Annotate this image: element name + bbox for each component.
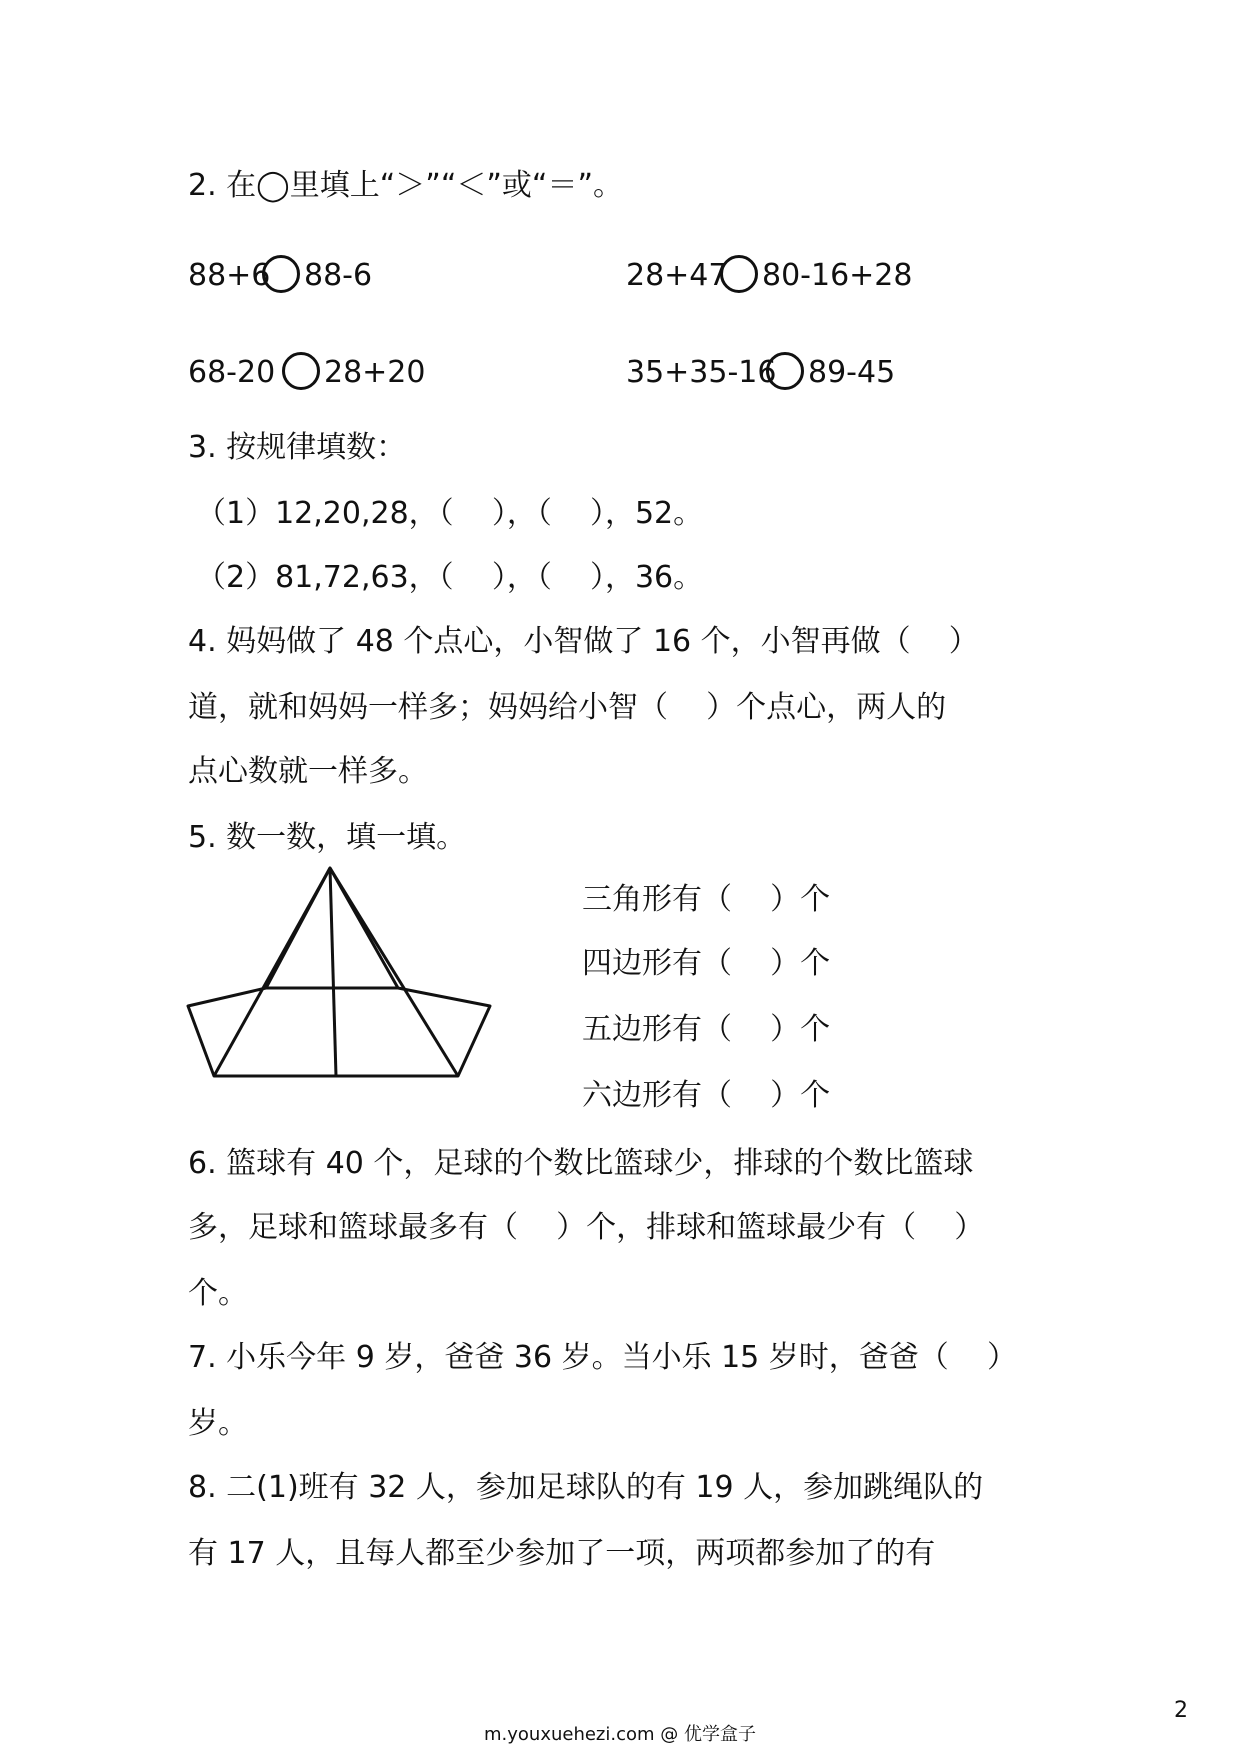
compare-circle[interactable] [262, 255, 300, 293]
q8-line2: 有 17 人，且每人都至少参加了一项，两项都参加了的有 [188, 1536, 936, 1571]
q4-line2: 道，就和妈妈一样多；妈妈给小智（ ）个点心，两人的 [188, 690, 947, 725]
q2-r2a-right: 28+20 [324, 355, 426, 390]
q6-line1: 6. 篮球有 40 个，足球的个数比篮球少，排球的个数比篮球 [188, 1146, 974, 1181]
figure-center-line [330, 868, 336, 1076]
q2-r1b-right: 80-16+28 [762, 258, 913, 293]
footer-watermark: m.youxuehezi.com @ 优学盒子 [483, 1724, 756, 1745]
q5-quadrilateral: 四边形有（ ）个 [582, 946, 831, 981]
q4-line1: 4. 妈妈做了 48 个点心，小智做了 16 个，小智再做（ ） [188, 624, 979, 659]
q6-line2: 多，足球和篮球最多有（ ）个，排球和篮球最少有（ ） [188, 1210, 985, 1245]
q2-r1a-right: 88-6 [304, 258, 373, 293]
q2-r1a-left: 88+6 [188, 258, 271, 293]
q2-title: 2. 在◯里填上“＞”“＜”或“＝”。 [188, 168, 623, 203]
q2-r2b-right: 89-45 [808, 355, 896, 390]
figure-left-edge [214, 868, 330, 1076]
q6-line3: 个。 [188, 1276, 248, 1311]
page-number: 2 [1174, 1698, 1188, 1723]
compare-circle[interactable] [720, 255, 758, 293]
compare-circle[interactable] [282, 352, 320, 390]
q7-line1: 7. 小乐今年 9 岁，爸爸 36 岁。当小乐 15 岁时，爸爸（ ） [188, 1340, 1017, 1375]
shape-figure [180, 860, 510, 1080]
q5-hexagon: 六边形有（ ）个 [582, 1078, 831, 1113]
q3-line1: （1）12,20,28，（ ），（ ），52。 [196, 496, 704, 531]
q4-line3: 点心数就一样多。 [188, 754, 428, 789]
q5-triangle: 三角形有（ ）个 [582, 882, 831, 917]
q7-line2: 岁。 [188, 1406, 248, 1441]
q8-line1: 8. 二(1)班有 32 人，参加足球队的有 19 人，参加跳绳队的 [188, 1470, 984, 1505]
q3-title: 3. 按规律填数： [188, 430, 407, 465]
q2-r1b-left: 28+47 [626, 258, 728, 293]
q2-r2b-left: 35+35-16 [626, 355, 777, 390]
q5-title: 5. 数一数，填一填。 [188, 820, 467, 855]
q3-line2: （2）81,72,63，（ ），（ ），36。 [196, 560, 704, 595]
compare-circle[interactable] [766, 352, 804, 390]
q5-pentagon: 五边形有（ ）个 [582, 1012, 831, 1047]
q2-r2a-left: 68-20 [188, 355, 276, 390]
figure-right-edge [330, 868, 458, 1076]
figure-outline [188, 868, 490, 1076]
